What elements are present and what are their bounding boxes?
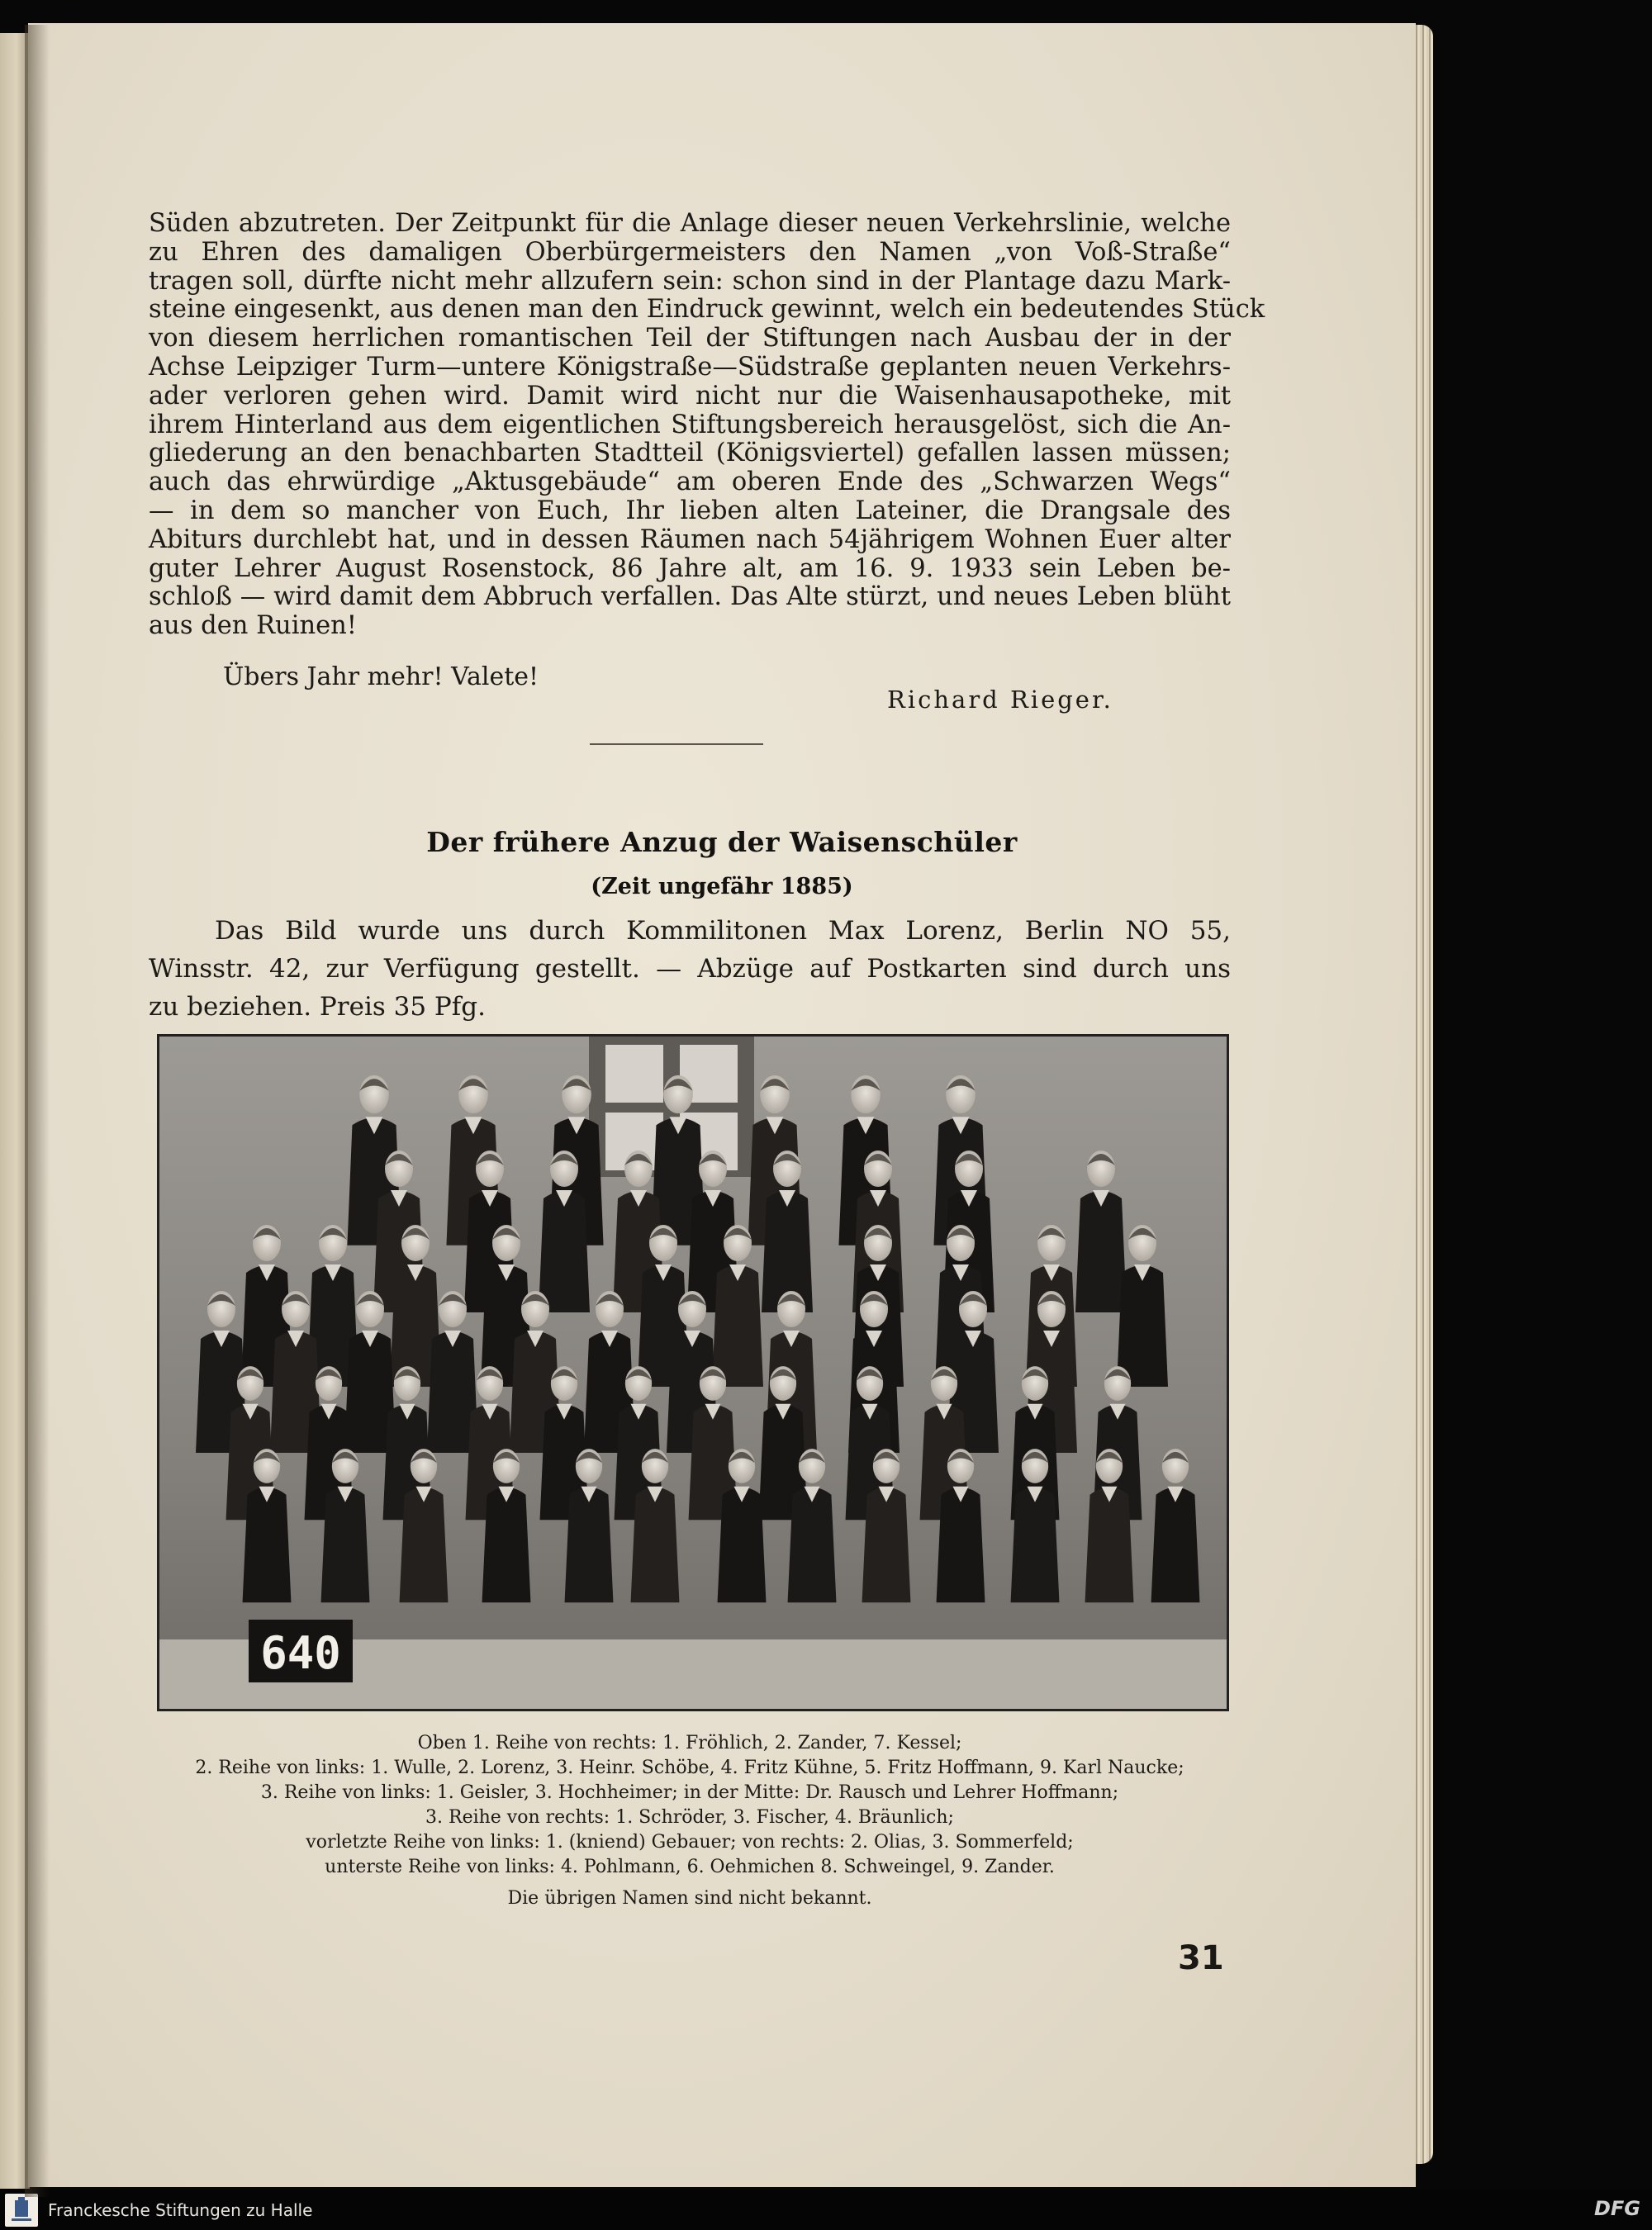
funder-logo: DFG (1593, 2197, 1640, 2220)
body-line: ihrem Hinterland aus dem eigentlichen Stiftungsbereich herausgelöst, sich die An- (149, 410, 1231, 439)
section-heading: Der frühere Anzug der Waisenschüler (426, 826, 1018, 858)
gutter-shadow (25, 25, 50, 2197)
body-paragraph (149, 209, 1265, 641)
caption-line: unterste Reihe von links: 4. Pohlmann, 6. Oehmichen 8. Schweingel, 9. Zander. (325, 1857, 1055, 1877)
book-page (28, 23, 1416, 2187)
caption-line: 3. Reihe von links: 1. Geisler, 3. Hochheimer; in der Mitte: Dr. Rausch und Lehrer Hoffmann; (260, 1782, 1119, 1803)
body-line: guter Lehrer August Rosenstock, 86 Jahre alt, am 16. 9. 1933 sein Leben be- (149, 553, 1231, 583)
viewer-footer (0, 2189, 1652, 2230)
body-line: aus den Ruinen! (149, 611, 358, 641)
caption-line: vorletzte Reihe von links: 1. (kniend) Gebauer; von rechts: 2. Olias, 3. Sommerfeld; (306, 1832, 1074, 1853)
body-line: steine eingesenkt, aus denen man den Eindruck gewinnt, welch ein bedeutendes Stück (149, 295, 1265, 325)
svg-text:640: 640 (260, 1627, 341, 1679)
photo-caption (149, 1731, 1231, 1911)
body-line: gliederung an den benachbarten Stadtteil (Königsviertel) gefallen lassen müssen; (149, 439, 1231, 468)
body-line: Achse Leipziger Turm—untere Königstraße—Südstraße geplanten neuen Verkehrs- (149, 352, 1231, 382)
body-line: tragen soll, dürfte nicht mehr allzufern sein: schon sind in der Plantage dazu Mark- (149, 266, 1231, 296)
body-line: — in dem so mancher von Euch, Ihr lieben alten Lateiner, die Drangsale des (149, 496, 1231, 525)
caption-line: Oben 1. Reihe von rechts: 1. Fröhlich, 2. Zander, 7. Kessel; (417, 1733, 962, 1753)
section-divider (590, 743, 763, 745)
body-line: ader verloren gehen wird. Damit wird nicht nur die Waisenhausapotheke, mit (149, 381, 1231, 410)
caption-closing: Die übrigen Namen sind nicht bekannt. (507, 1888, 872, 1909)
intro-line: zu beziehen. Preis 35 Pfg. (149, 992, 486, 1022)
body-line: Süden abzutreten. Der Zeitpunkt für die Anlage dieser neuen Verkehrslinie, welche (149, 209, 1231, 238)
closing-line: Übers Jahr mehr! Valete! (223, 662, 539, 691)
body-line: auch das ehrwürdige „Aktusgebäude“ am oberen Ende des „Schwarzen Wegs“ (149, 467, 1231, 497)
group-photo-image (159, 1037, 1227, 1709)
caption-line: 3. Reihe von rechts: 1. Schröder, 3. Fischer, 4. Bräunlich; (425, 1807, 954, 1828)
caption-line: 2. Reihe von links: 1. Wulle, 2. Lorenz, 3. Heinr. Schöbe, 4. Fritz Kühne, 5. Fritz Hoffmann, 9. Karl Naucke; (195, 1758, 1184, 1778)
photo-intro-paragraph (149, 912, 1231, 1026)
intro-line: Das Bild wurde uns durch Kommilitonen Max Lorenz, Berlin NO 55, (215, 916, 1231, 946)
institution-name: Franckesche Stiftungen zu Halle (48, 2200, 313, 2220)
body-line: Abiturs durchlebt hat, und in dessen Räumen nach 54jährigem Wohnen Euer alter (149, 524, 1231, 554)
institution-logo[interactable] (5, 2194, 38, 2227)
group-photograph (157, 1034, 1229, 1711)
body-line: zu Ehren des damaligen Oberbürgermeisters den Namen „von Voß-Straße“ (149, 237, 1231, 267)
intro-line: Winsstr. 42, zur Verfügung gestellt. — Abzüge auf Postkarten sind durch uns (149, 954, 1231, 984)
section-subheading: (Zeit ungefähr 1885) (591, 874, 853, 899)
plate-number-label (249, 1620, 353, 1682)
author-signature: Richard Rieger. (887, 686, 1113, 714)
body-line: von diesem herrlichen romantischen Teil der Stiftungen nach Ausbau der in der (149, 324, 1231, 353)
page-number: 31 (1178, 1939, 1224, 1977)
body-line: schloß — wird damit dem Abbruch verfallen. Das Alte stürzt, und neues Leben blüht (149, 582, 1231, 612)
francke-logo-icon (5, 2194, 38, 2227)
